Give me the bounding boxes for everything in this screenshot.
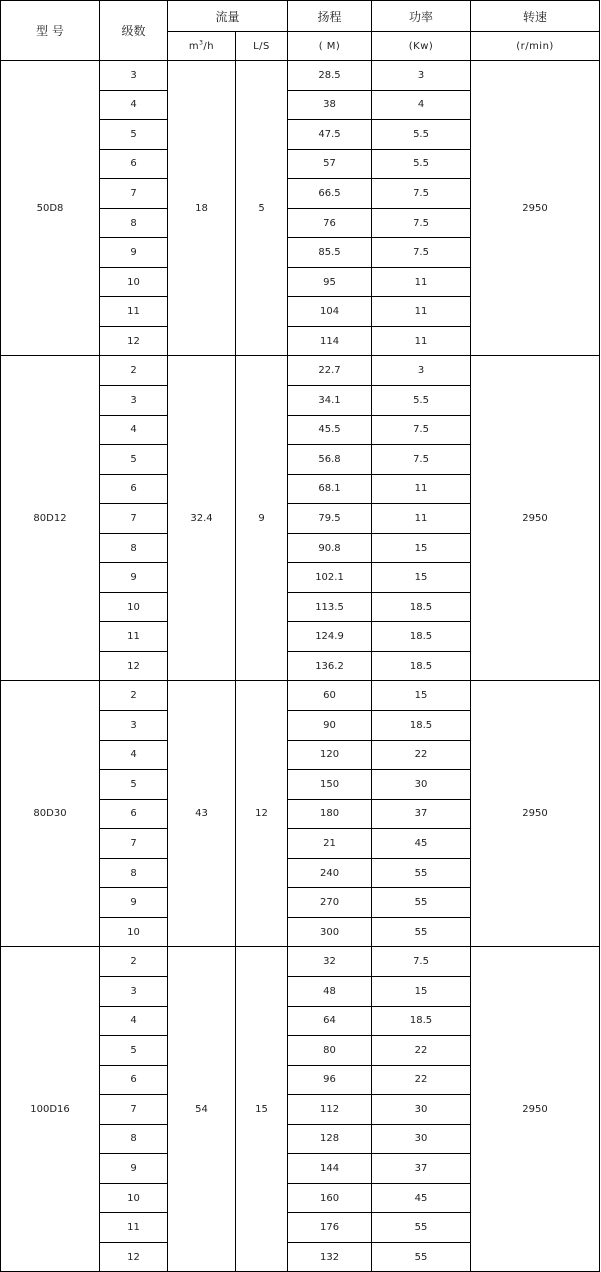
power-cell: 55	[372, 888, 471, 918]
power-cell: 15	[372, 976, 471, 1006]
flow-header: 流量	[168, 1, 288, 32]
power-cell: 7.5	[372, 208, 471, 238]
stage-cell: 4	[100, 1006, 168, 1036]
stage-cell: 8	[100, 208, 168, 238]
head-cell: 270	[288, 888, 372, 918]
head-cell: 180	[288, 799, 372, 829]
power-cell: 15	[372, 563, 471, 593]
head-cell: 96	[288, 1065, 372, 1095]
power-cell: 18.5	[372, 1006, 471, 1036]
stage-cell: 6	[100, 474, 168, 504]
flow-m3h-cell: 43	[168, 681, 236, 947]
table-body	[1, 61, 600, 1272]
speed-cell: 2950	[471, 947, 600, 1272]
head-cell: 38	[288, 90, 372, 120]
stage-cell: 10	[100, 592, 168, 622]
stages-header: 级数	[100, 1, 168, 61]
head-cell: 28.5	[288, 61, 372, 91]
power-cell: 45	[372, 1183, 471, 1213]
head-cell: 102.1	[288, 563, 372, 593]
head-cell: 56.8	[288, 445, 372, 475]
head-cell: 300	[288, 917, 372, 947]
head-cell: 60	[288, 681, 372, 711]
head-header: 扬程	[288, 1, 372, 32]
speed-cell: 2950	[471, 356, 600, 681]
power-cell: 37	[372, 1154, 471, 1184]
head-cell: 22.7	[288, 356, 372, 386]
power-cell: 30	[372, 1124, 471, 1154]
head-cell: 47.5	[288, 120, 372, 150]
stage-cell: 8	[100, 1124, 168, 1154]
power-cell: 4	[372, 90, 471, 120]
head-cell: 113.5	[288, 592, 372, 622]
stage-cell: 10	[100, 267, 168, 297]
model-header: 型 号	[1, 1, 100, 61]
speed-header: 转速	[471, 1, 600, 32]
head-cell: 79.5	[288, 504, 372, 534]
stage-cell: 5	[100, 445, 168, 475]
head-cell: 34.1	[288, 386, 372, 416]
power-cell: 5.5	[372, 149, 471, 179]
flow-ls-cell: 12	[236, 681, 288, 947]
power-header: 功率	[372, 1, 471, 32]
stage-cell: 8	[100, 533, 168, 563]
table-row	[1, 61, 600, 91]
flow-unit-m3h: $m^3/h$	[168, 32, 236, 61]
stage-cell: 4	[100, 740, 168, 770]
power-unit: (Kw)	[372, 32, 471, 61]
stage-cell: 12	[100, 1242, 168, 1272]
stage-cell: 9	[100, 563, 168, 593]
stage-cell: 7	[100, 504, 168, 534]
stage-cell: 10	[100, 917, 168, 947]
speed-cell: 2950	[471, 681, 600, 947]
power-cell: 5.5	[372, 120, 471, 150]
stage-cell: 12	[100, 651, 168, 681]
head-cell: 48	[288, 976, 372, 1006]
power-cell: 7.5	[372, 445, 471, 475]
table-row	[1, 681, 600, 711]
stage-cell: 5	[100, 770, 168, 800]
flow-m3h-cell: 18	[168, 61, 236, 356]
power-cell: 22	[372, 1036, 471, 1066]
flow-m3h-cell: 54	[168, 947, 236, 1272]
head-cell: 160	[288, 1183, 372, 1213]
power-cell: 55	[372, 1213, 471, 1243]
head-cell: 85.5	[288, 238, 372, 268]
stage-cell: 10	[100, 1183, 168, 1213]
power-cell: 37	[372, 799, 471, 829]
power-cell: 11	[372, 474, 471, 504]
model-cell: 100D16	[1, 947, 100, 1272]
power-cell: 7.5	[372, 947, 471, 977]
stage-cell: 11	[100, 622, 168, 652]
power-cell: 7.5	[372, 415, 471, 445]
stage-cell: 7	[100, 179, 168, 209]
head-cell: 114	[288, 326, 372, 356]
power-cell: 15	[372, 533, 471, 563]
head-unit: ( M)	[288, 32, 372, 61]
stage-cell: 6	[100, 799, 168, 829]
stage-cell: 3	[100, 61, 168, 91]
table-row	[1, 356, 600, 386]
head-cell: 240	[288, 858, 372, 888]
model-cell: 80D30	[1, 681, 100, 947]
speed-unit: (r/min)	[471, 32, 600, 61]
head-cell: 150	[288, 770, 372, 800]
header-row	[1, 1, 600, 32]
stage-cell: 3	[100, 711, 168, 741]
flow-ls-cell: 5	[236, 61, 288, 356]
stage-cell: 3	[100, 976, 168, 1006]
power-cell: 45	[372, 829, 471, 859]
power-cell: 22	[372, 1065, 471, 1095]
model-cell: 50D8	[1, 61, 100, 356]
head-cell: 112	[288, 1095, 372, 1125]
head-cell: 64	[288, 1006, 372, 1036]
head-cell: 120	[288, 740, 372, 770]
head-cell: 21	[288, 829, 372, 859]
power-cell: 18.5	[372, 622, 471, 652]
flow-unit-ls: L/S	[236, 32, 288, 61]
power-cell: 22	[372, 740, 471, 770]
power-cell: 11	[372, 326, 471, 356]
head-cell: 132	[288, 1242, 372, 1272]
power-cell: 7.5	[372, 179, 471, 209]
flow-ls-cell: 15	[236, 947, 288, 1272]
power-cell: 3	[372, 356, 471, 386]
head-cell: 66.5	[288, 179, 372, 209]
stage-cell: 2	[100, 356, 168, 386]
head-cell: 104	[288, 297, 372, 327]
power-cell: 55	[372, 858, 471, 888]
head-cell: 45.5	[288, 415, 372, 445]
stage-cell: 11	[100, 297, 168, 327]
head-cell: 57	[288, 149, 372, 179]
power-cell: 7.5	[372, 238, 471, 268]
stage-cell: 12	[100, 326, 168, 356]
power-cell: 30	[372, 770, 471, 800]
power-cell: 11	[372, 297, 471, 327]
power-cell: 5.5	[372, 386, 471, 416]
head-cell: 124.9	[288, 622, 372, 652]
stage-cell: 4	[100, 415, 168, 445]
table-row	[1, 947, 600, 977]
stage-cell: 6	[100, 149, 168, 179]
power-cell: 55	[372, 917, 471, 947]
table-header	[1, 1, 600, 61]
head-cell: 90.8	[288, 533, 372, 563]
stage-cell: 9	[100, 238, 168, 268]
head-cell: 68.1	[288, 474, 372, 504]
power-cell: 18.5	[372, 592, 471, 622]
stage-cell: 5	[100, 120, 168, 150]
flow-ls-cell: 9	[236, 356, 288, 681]
stage-cell: 4	[100, 90, 168, 120]
head-cell: 144	[288, 1154, 372, 1184]
power-cell: 30	[372, 1095, 471, 1125]
head-cell: 32	[288, 947, 372, 977]
head-cell: 76	[288, 208, 372, 238]
stage-cell: 3	[100, 386, 168, 416]
head-cell: 176	[288, 1213, 372, 1243]
stage-cell: 8	[100, 858, 168, 888]
stage-cell: 11	[100, 1213, 168, 1243]
head-cell: 128	[288, 1124, 372, 1154]
power-cell: 15	[372, 681, 471, 711]
stage-cell: 9	[100, 888, 168, 918]
power-cell: 3	[372, 61, 471, 91]
head-cell: 80	[288, 1036, 372, 1066]
stage-cell: 2	[100, 947, 168, 977]
stage-cell: 7	[100, 829, 168, 859]
speed-cell: 2950	[471, 61, 600, 356]
stage-cell: 5	[100, 1036, 168, 1066]
stage-cell: 6	[100, 1065, 168, 1095]
power-cell: 18.5	[372, 711, 471, 741]
flow-m3h-cell: 32.4	[168, 356, 236, 681]
power-cell: 11	[372, 267, 471, 297]
stage-cell: 7	[100, 1095, 168, 1125]
head-cell: 90	[288, 711, 372, 741]
power-cell: 11	[372, 504, 471, 534]
head-cell: 136.2	[288, 651, 372, 681]
power-cell: 18.5	[372, 651, 471, 681]
head-cell: 95	[288, 267, 372, 297]
model-cell: 80D12	[1, 356, 100, 681]
stage-cell: 9	[100, 1154, 168, 1184]
power-cell: 55	[372, 1242, 471, 1272]
stage-cell: 2	[100, 681, 168, 711]
